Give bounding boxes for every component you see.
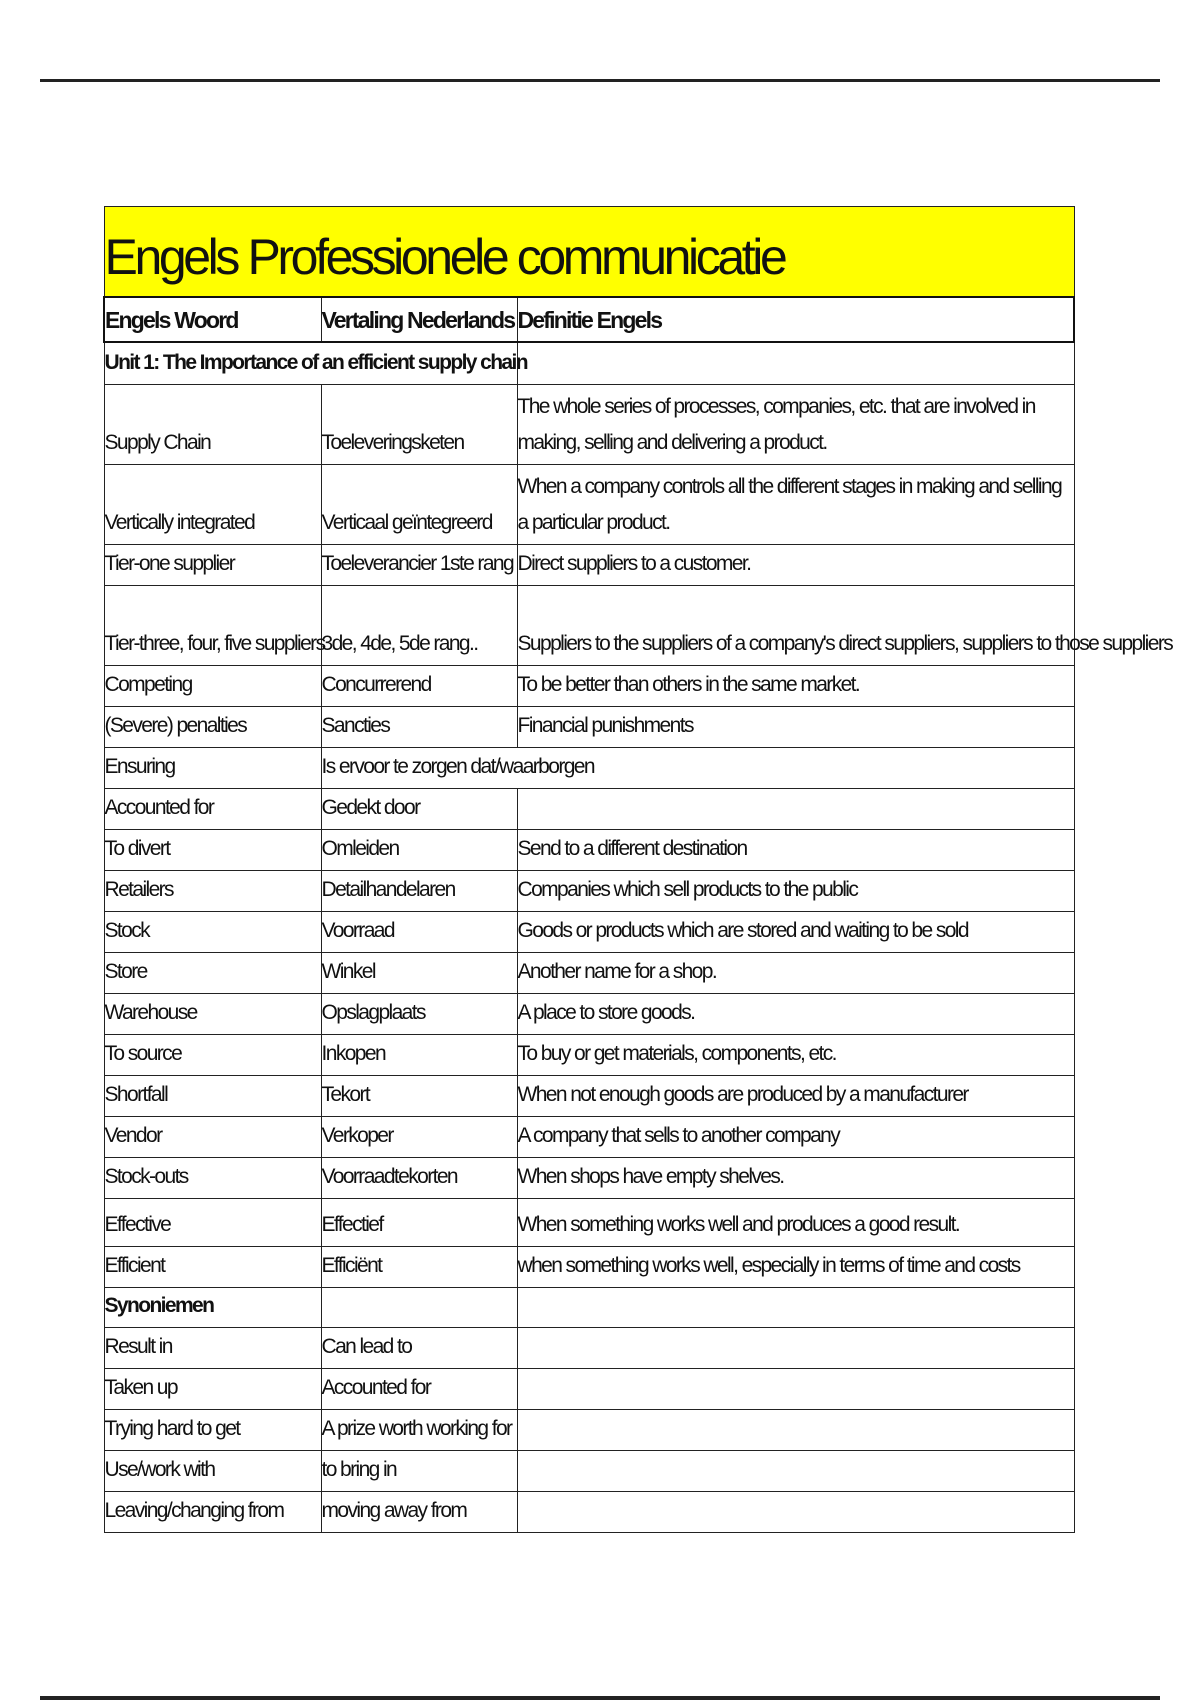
english-definition: When not enough goods are produced by a manufacturer [517, 1076, 1074, 1117]
table-row [104, 1247, 1074, 1288]
table-row [104, 545, 1074, 586]
english-definition: When something works well and produces a good result. [517, 1199, 1074, 1247]
dutch-translation: Concurrerend [321, 666, 517, 707]
english-definition: Direct suppliers to a customer. [517, 545, 1074, 586]
dutch-translation: Winkel [321, 953, 517, 994]
header-dutch-translation: Vertaling Nederlands [321, 297, 517, 342]
dutch-translation: Opslagplaats [321, 994, 517, 1035]
header-english-definition: Definitie Engels [517, 297, 1074, 342]
english-word: (Severe) penalties [104, 707, 321, 748]
table-row [104, 1117, 1074, 1158]
synonym-term: Leaving/changing from [104, 1492, 321, 1533]
english-definition: when something works well, especially in terms of time and costs [517, 1247, 1074, 1288]
synonym-equivalent: Can lead to [321, 1328, 517, 1369]
empty-cell [517, 1451, 1074, 1492]
synonym-term: Taken up [104, 1369, 321, 1410]
english-definition: Companies which sell products to the public [517, 871, 1074, 912]
english-word: Tier-one supplier [104, 545, 321, 586]
table-row [104, 1035, 1074, 1076]
english-definition: When a company controls all the different stages in making and selling a particular product. [517, 465, 1074, 545]
table-row [104, 789, 1074, 830]
english-definition: To be better than others in the same market. [517, 666, 1074, 707]
table-row [104, 1158, 1074, 1199]
synonym-equivalent: to bring in [321, 1451, 517, 1492]
english-definition: Another name for a shop. [517, 953, 1074, 994]
english-word: Shortfall [104, 1076, 321, 1117]
synonym-row [104, 1410, 1074, 1451]
dutch-translation: Detailhandelaren [321, 871, 517, 912]
english-definition: Financial punishments [517, 707, 1074, 748]
dutch-translation: Tekort [321, 1076, 517, 1117]
english-word: Competing [104, 666, 321, 707]
dutch-translation: Gedekt door [321, 789, 517, 830]
english-definition: When shops have empty shelves. [517, 1158, 1074, 1199]
synonym-term: Trying hard to get [104, 1410, 321, 1451]
english-word: Supply Chain [104, 385, 321, 465]
header-english-word: Engels Woord [104, 297, 321, 342]
english-word: Efficient [104, 1247, 321, 1288]
table-row [104, 912, 1074, 953]
table-row [104, 465, 1074, 545]
empty-cell [517, 1288, 1074, 1328]
title-cell [104, 207, 1074, 298]
english-word: To divert [104, 830, 321, 871]
table-row [104, 1199, 1074, 1247]
empty-cell [517, 1492, 1074, 1533]
english-definition: A company that sells to another company [517, 1117, 1074, 1158]
synonym-term: Use/work with [104, 1451, 321, 1492]
unit-heading [104, 342, 527, 385]
dutch-translation: Toeleverancier 1ste rang [321, 545, 517, 586]
dutch-translation: Efficiënt [321, 1247, 517, 1288]
english-word: Stock [104, 912, 321, 953]
sheet-title: Engels Professionele communicatie [104, 229, 785, 285]
english-word: Effective [104, 1199, 321, 1247]
english-definition: Suppliers to the suppliers of a company's direct suppliers, suppliers to those suppliers [517, 586, 1074, 666]
synonym-row [104, 1451, 1074, 1492]
dutch-translation: Toeleveringsketen [321, 385, 517, 465]
table-row [104, 707, 1074, 748]
english-word: Vertically integrated [104, 465, 321, 545]
dutch-translation: Voorraadtekorten [321, 1158, 517, 1199]
header-row [104, 297, 1074, 342]
table-row [104, 586, 1074, 666]
table-row [104, 666, 1074, 707]
dutch-translation: Voorraad [321, 912, 517, 953]
english-definition [517, 789, 1074, 830]
synonym-equivalent: Accounted for [321, 1369, 517, 1410]
dutch-translation: Verticaal geïntegreerd [321, 465, 517, 545]
table-row [104, 871, 1074, 912]
table-row [104, 1076, 1074, 1117]
dutch-translation: Verkoper [321, 1117, 517, 1158]
dutch-translation: Effectief [321, 1199, 517, 1247]
synonyms-heading: Synoniemen [104, 1288, 321, 1328]
dutch-translation [321, 748, 1074, 789]
synonym-equivalent: moving away from [321, 1492, 517, 1533]
unit-heading-text: Unit 1: The Importance of an efficient supply chain [104, 351, 527, 374]
english-word: Ensuring [104, 748, 321, 789]
table-row [104, 385, 1074, 465]
empty-cell [517, 1328, 1074, 1369]
english-definition: A place to store goods. [517, 994, 1074, 1035]
synonyms-heading-row [104, 1288, 1074, 1328]
dutch-translation: Sancties [321, 707, 517, 748]
english-word: Vendor [104, 1117, 321, 1158]
dutch-translation: 3de, 4de, 5de rang.. [321, 586, 517, 666]
synonym-row [104, 1328, 1074, 1369]
table-row [104, 994, 1074, 1035]
english-word: Accounted for [104, 789, 321, 830]
english-word: Stock-outs [104, 1158, 321, 1199]
english-word: Store [104, 953, 321, 994]
dutch-translation: Omleiden [321, 830, 517, 871]
dutch-translation-text: Is ervoor te zorgen dat/waarborgen [321, 755, 594, 778]
english-word: Warehouse [104, 994, 321, 1035]
synonym-row [104, 1492, 1074, 1533]
english-definition: To buy or get materials, components, etc. [517, 1035, 1074, 1076]
vocabulary-table [103, 206, 1173, 1533]
title-row [104, 207, 1074, 298]
english-word: Tier-three, four, five suppliers [104, 586, 321, 666]
empty-cell [517, 342, 1074, 385]
synonym-row [104, 1369, 1074, 1410]
empty-cell [517, 1369, 1074, 1410]
top-rule [40, 79, 1160, 82]
table-row [104, 830, 1074, 871]
table-row [104, 748, 1074, 789]
unit-heading-row [104, 342, 1074, 385]
empty-cell [517, 1410, 1074, 1451]
english-word: To source [104, 1035, 321, 1076]
dutch-translation: Inkopen [321, 1035, 517, 1076]
bottom-rule [40, 1696, 1160, 1700]
synonym-term: Result in [104, 1328, 321, 1369]
english-definition: The whole series of processes, companies, etc. that are involved in making, selling and delivering a product. [517, 385, 1074, 465]
table-row [104, 953, 1074, 994]
english-definition: Goods or products which are stored and waiting to be sold [517, 912, 1074, 953]
empty-cell [321, 1288, 517, 1328]
synonym-equivalent: A prize worth working for [321, 1410, 517, 1451]
english-word: Retailers [104, 871, 321, 912]
english-definition: Send to a different destination [517, 830, 1074, 871]
